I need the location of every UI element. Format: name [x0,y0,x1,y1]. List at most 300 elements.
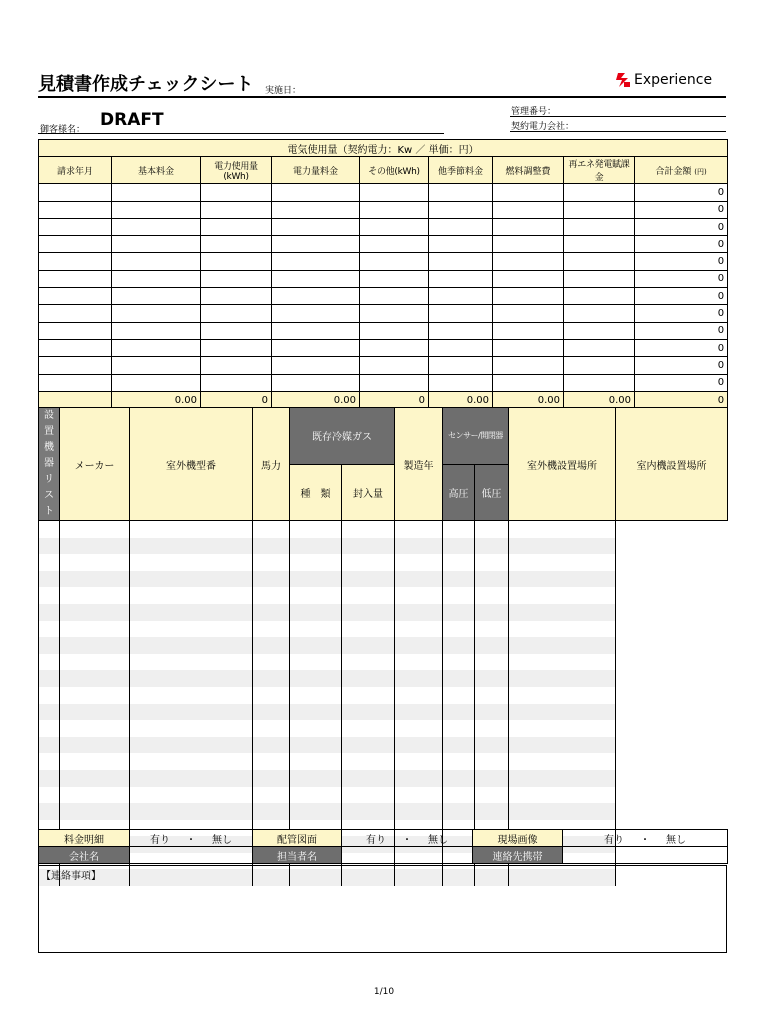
equipment-cell[interactable] [290,637,342,654]
equipment-cell[interactable] [290,521,342,538]
electricity-cell[interactable] [429,253,493,270]
electricity-cell[interactable] [272,288,360,305]
electricity-cell[interactable] [360,357,429,374]
rate-detail-options[interactable]: 有り ・ 無し [130,830,253,847]
equipment-cell[interactable] [253,571,290,588]
company-input[interactable] [130,847,253,864]
electricity-cell[interactable] [272,184,360,201]
equipment-cell[interactable] [130,737,253,754]
equipment-cell[interactable] [475,637,509,654]
electricity-cell[interactable] [201,339,272,356]
equipment-cell[interactable] [60,621,130,638]
electricity-cell[interactable] [429,357,493,374]
equipment-cell[interactable] [253,654,290,671]
equipment-cell[interactable] [342,720,395,737]
equipment-cell[interactable] [395,604,443,621]
equipment-cell[interactable] [395,521,443,538]
electricity-cell[interactable] [429,184,493,201]
electricity-cell[interactable] [112,339,201,356]
equipment-cell[interactable] [130,720,253,737]
total-amount-cell[interactable]: 0 [635,184,728,201]
electricity-cell[interactable] [493,184,564,201]
electricity-cell[interactable] [201,374,272,391]
equipment-cell[interactable] [39,621,60,638]
equipment-cell[interactable] [395,587,443,604]
equipment-cell[interactable] [290,687,342,704]
electricity-cell[interactable] [493,339,564,356]
equipment-cell[interactable] [253,670,290,687]
equipment-cell[interactable] [130,670,253,687]
electricity-cell[interactable] [429,305,493,322]
electricity-cell[interactable] [429,270,493,287]
equipment-cell[interactable] [443,554,475,571]
electricity-cell[interactable] [564,270,635,287]
total-amount-cell[interactable]: 0 [635,339,728,356]
equipment-cell[interactable] [395,787,443,804]
equipment-cell[interactable] [342,787,395,804]
electricity-cell[interactable] [39,270,112,287]
equipment-cell[interactable] [443,587,475,604]
equipment-cell[interactable] [39,637,60,654]
electricity-cell[interactable] [360,374,429,391]
equipment-cell[interactable] [509,753,616,770]
electricity-cell[interactable] [429,322,493,339]
electricity-cell[interactable] [112,270,201,287]
total-amount-cell[interactable]: 0 [635,305,728,322]
equipment-cell[interactable] [395,637,443,654]
site-image-options[interactable]: 有り ・ 無し [563,830,728,847]
total-amount-cell[interactable]: 0 [635,357,728,374]
equipment-cell[interactable] [130,753,253,770]
equipment-cell[interactable] [253,687,290,704]
equipment-cell[interactable] [509,803,616,820]
electricity-cell[interactable] [201,305,272,322]
equipment-cell[interactable] [342,737,395,754]
equipment-cell[interactable] [290,803,342,820]
equipment-cell[interactable] [509,787,616,804]
equipment-cell[interactable] [253,637,290,654]
equipment-cell[interactable] [253,753,290,770]
equipment-cell[interactable] [253,521,290,538]
equipment-cell[interactable] [130,704,253,721]
electricity-cell[interactable] [564,357,635,374]
electricity-cell[interactable] [360,270,429,287]
equipment-cell[interactable] [39,654,60,671]
equipment-cell[interactable] [60,770,130,787]
equipment-cell[interactable] [39,604,60,621]
equipment-cell[interactable] [39,521,60,538]
electricity-cell[interactable] [429,339,493,356]
equipment-cell[interactable] [443,538,475,555]
electricity-cell[interactable] [360,339,429,356]
equipment-cell[interactable] [130,621,253,638]
equipment-cell[interactable] [509,604,616,621]
equipment-cell[interactable] [342,621,395,638]
equipment-cell[interactable] [130,571,253,588]
equipment-cell[interactable] [509,720,616,737]
electricity-cell[interactable] [360,184,429,201]
electricity-cell[interactable] [360,218,429,235]
equipment-cell[interactable] [342,604,395,621]
electricity-cell[interactable] [112,288,201,305]
equipment-cell[interactable] [60,604,130,621]
equipment-cell[interactable] [253,538,290,555]
electricity-cell[interactable] [201,184,272,201]
total-amount-cell[interactable]: 0 [635,236,728,253]
electricity-cell[interactable] [360,201,429,218]
equipment-cell[interactable] [443,670,475,687]
equipment-cell[interactable] [253,770,290,787]
equipment-cell[interactable] [395,803,443,820]
electricity-cell[interactable] [272,357,360,374]
equipment-cell[interactable] [60,753,130,770]
equipment-cell[interactable] [60,538,130,555]
equipment-cell[interactable] [475,621,509,638]
total-amount-cell[interactable]: 0 [635,374,728,391]
equipment-cell[interactable] [509,770,616,787]
electricity-cell[interactable] [564,322,635,339]
equipment-cell[interactable] [509,587,616,604]
equipment-cell[interactable] [253,737,290,754]
equipment-cell[interactable] [39,670,60,687]
equipment-cell[interactable] [395,687,443,704]
equipment-cell[interactable] [443,654,475,671]
equipment-cell[interactable] [253,604,290,621]
equipment-cell[interactable] [130,803,253,820]
electricity-cell[interactable] [429,201,493,218]
electricity-cell[interactable] [493,253,564,270]
total-amount-cell[interactable]: 0 [635,218,728,235]
electricity-cell[interactable] [360,305,429,322]
equipment-cell[interactable] [342,554,395,571]
equipment-cell[interactable] [253,554,290,571]
equipment-cell[interactable] [475,571,509,588]
equipment-cell[interactable] [475,654,509,671]
equipment-cell[interactable] [130,770,253,787]
equipment-cell[interactable] [60,587,130,604]
person-input[interactable] [342,847,473,864]
equipment-cell[interactable] [395,621,443,638]
equipment-cell[interactable] [342,538,395,555]
electricity-cell[interactable] [564,288,635,305]
equipment-cell[interactable] [395,720,443,737]
equipment-cell[interactable] [60,787,130,804]
total-amount-cell[interactable]: 0 [635,322,728,339]
equipment-cell[interactable] [342,670,395,687]
total-amount-cell[interactable]: 0 [635,253,728,270]
equipment-cell[interactable] [39,687,60,704]
electricity-cell[interactable] [201,322,272,339]
electricity-cell[interactable] [272,218,360,235]
equipment-cell[interactable] [290,587,342,604]
equipment-cell[interactable] [60,803,130,820]
electricity-usage-table [38,139,728,409]
equipment-cell[interactable] [395,670,443,687]
equipment-cell[interactable] [39,737,60,754]
equipment-cell[interactable] [342,803,395,820]
equipment-cell[interactable] [443,521,475,538]
electricity-cell[interactable] [564,201,635,218]
equipment-cell[interactable] [443,704,475,721]
equipment-cell[interactable] [60,654,130,671]
equipment-cell[interactable] [443,621,475,638]
piping-options[interactable]: 有り ・ 無し [342,830,473,847]
equipment-cell[interactable] [475,587,509,604]
equipment-cell[interactable] [475,554,509,571]
equipment-cell[interactable] [290,654,342,671]
equipment-cell[interactable] [39,787,60,804]
electricity-cell[interactable] [493,357,564,374]
equipment-cell[interactable] [60,737,130,754]
electricity-cell[interactable] [564,339,635,356]
electricity-cell[interactable] [564,253,635,270]
electricity-cell[interactable] [39,253,112,270]
equipment-cell[interactable] [475,704,509,721]
electricity-cell[interactable] [272,253,360,270]
equipment-cell[interactable] [290,737,342,754]
equipment-cell[interactable] [290,670,342,687]
electricity-cell[interactable] [272,270,360,287]
electricity-cell[interactable] [112,357,201,374]
equipment-cell[interactable] [253,704,290,721]
electricity-cell[interactable] [493,374,564,391]
equipment-cell[interactable] [443,803,475,820]
electricity-cell[interactable] [493,322,564,339]
equipment-cell[interactable] [475,687,509,704]
electricity-cell[interactable] [493,218,564,235]
equipment-cell[interactable] [39,704,60,721]
equipment-cell[interactable] [509,637,616,654]
equipment-cell[interactable] [39,587,60,604]
electricity-cell[interactable] [360,253,429,270]
equipment-cell[interactable] [39,770,60,787]
equipment-cell[interactable] [253,720,290,737]
electricity-cell[interactable] [564,184,635,201]
electricity-cell[interactable] [272,236,360,253]
equipment-cell[interactable] [395,737,443,754]
equipment-cell[interactable] [290,720,342,737]
equipment-cell[interactable] [443,737,475,754]
electricity-cell[interactable] [112,374,201,391]
equipment-cell[interactable] [509,737,616,754]
contact-input[interactable] [563,847,728,864]
equipment-cell[interactable] [395,571,443,588]
electricity-cell[interactable] [201,201,272,218]
total-amount-cell[interactable]: 0 [635,201,728,218]
equipment-cell[interactable] [475,803,509,820]
electricity-cell[interactable] [564,236,635,253]
equipment-cell[interactable] [39,538,60,555]
equipment-cell[interactable] [290,554,342,571]
equipment-cell[interactable] [290,621,342,638]
electricity-cell[interactable] [493,288,564,305]
equipment-cell[interactable] [509,670,616,687]
equipment-cell[interactable] [509,521,616,538]
electricity-cell[interactable] [201,270,272,287]
equipment-cell[interactable] [509,571,616,588]
electricity-cell[interactable] [112,322,201,339]
equipment-cell[interactable] [342,770,395,787]
equipment-cell[interactable] [130,637,253,654]
equipment-cell[interactable] [39,571,60,588]
equipment-cell[interactable] [60,687,130,704]
equipment-cell[interactable] [342,571,395,588]
equipment-cell[interactable] [443,687,475,704]
equipment-cell[interactable] [509,654,616,671]
equipment-cell[interactable] [342,753,395,770]
equipment-cell[interactable] [509,704,616,721]
equipment-cell[interactable] [130,587,253,604]
equipment-cell[interactable] [342,521,395,538]
equipment-cell[interactable] [475,521,509,538]
electricity-cell[interactable] [493,305,564,322]
equipment-cell[interactable] [443,753,475,770]
equipment-cell[interactable] [443,604,475,621]
equipment-cell[interactable] [60,704,130,721]
equipment-cell[interactable] [290,753,342,770]
electricity-cell[interactable] [493,236,564,253]
equipment-cell[interactable] [290,571,342,588]
equipment-cell[interactable] [130,604,253,621]
customer-name[interactable]: DRAFT [100,110,164,130]
equipment-cell[interactable] [130,687,253,704]
electricity-cell[interactable] [493,270,564,287]
electricity-cell[interactable] [564,218,635,235]
electricity-cell[interactable] [429,288,493,305]
equipment-cell[interactable] [475,604,509,621]
equipment-cell[interactable] [130,521,253,538]
equipment-cell[interactable] [39,803,60,820]
electricity-cell[interactable] [39,322,112,339]
electricity-cell[interactable] [564,374,635,391]
equipment-cell[interactable] [60,554,130,571]
electricity-cell[interactable] [39,218,112,235]
electricity-cell[interactable] [39,288,112,305]
equipment-cell[interactable] [130,554,253,571]
equipment-cell[interactable] [475,737,509,754]
electricity-cell[interactable] [493,201,564,218]
electricity-cell[interactable] [272,339,360,356]
equipment-cell[interactable] [443,770,475,787]
equipment-cell[interactable] [475,538,509,555]
total-amount-cell[interactable]: 0 [635,270,728,287]
equipment-cell[interactable] [443,720,475,737]
equipment-cell[interactable] [443,571,475,588]
electricity-cell[interactable] [112,305,201,322]
electricity-cell[interactable] [112,253,201,270]
electricity-cell[interactable] [201,288,272,305]
equipment-cell[interactable] [290,787,342,804]
equipment-cell[interactable] [509,538,616,555]
notes-box[interactable] [38,865,727,953]
electricity-cell[interactable] [360,236,429,253]
equipment-cell[interactable] [60,637,130,654]
electricity-cell[interactable] [272,201,360,218]
electricity-cell[interactable] [201,236,272,253]
equipment-cell[interactable] [290,604,342,621]
equipment-cell[interactable] [395,554,443,571]
electricity-cell[interactable] [429,374,493,391]
equipment-row [39,604,728,621]
equipment-cell[interactable] [60,670,130,687]
equipment-cell[interactable] [39,554,60,571]
electricity-cell[interactable] [360,322,429,339]
equipment-cell[interactable] [130,654,253,671]
electricity-cell[interactable] [112,218,201,235]
total-amount-cell[interactable]: 0 [635,288,728,305]
electricity-cell[interactable] [429,218,493,235]
equipment-cell[interactable] [253,587,290,604]
equipment-cell[interactable] [130,538,253,555]
equipment-cell[interactable] [39,720,60,737]
electricity-cell[interactable] [429,236,493,253]
equipment-cell[interactable] [342,654,395,671]
equipment-cell[interactable] [395,654,443,671]
equipment-cell[interactable] [130,787,253,804]
equipment-cell[interactable] [395,704,443,721]
electricity-cell[interactable] [272,305,360,322]
col-energy-charge: 電力量料金 [272,157,360,184]
equipment-cell[interactable] [60,521,130,538]
equipment-cell[interactable] [395,753,443,770]
electricity-cell[interactable] [39,374,112,391]
equipment-cell[interactable] [475,670,509,687]
electricity-cell[interactable] [39,357,112,374]
equipment-cell[interactable] [395,538,443,555]
equipment-cell[interactable] [342,637,395,654]
equipment-cell[interactable] [342,687,395,704]
electricity-cell[interactable] [112,184,201,201]
electricity-cell[interactable] [201,218,272,235]
equipment-cell[interactable] [509,687,616,704]
equipment-cell[interactable] [39,753,60,770]
equipment-cell[interactable] [475,753,509,770]
equipment-cell[interactable] [475,720,509,737]
equipment-cell[interactable] [443,637,475,654]
electricity-cell[interactable] [112,201,201,218]
electricity-cell[interactable] [39,305,112,322]
electricity-cell[interactable] [272,374,360,391]
electricity-cell[interactable] [39,201,112,218]
electricity-cell[interactable] [360,288,429,305]
electricity-cell[interactable] [272,322,360,339]
equipment-cell[interactable] [290,538,342,555]
equipment-cell[interactable] [342,704,395,721]
equipment-cell[interactable] [443,787,475,804]
electricity-cell[interactable] [201,253,272,270]
electricity-cell[interactable] [201,357,272,374]
equipment-cell[interactable] [290,770,342,787]
equipment-cell[interactable] [60,571,130,588]
equipment-side-label [39,408,60,521]
equipment-cell[interactable] [475,787,509,804]
equipment-cell[interactable] [253,621,290,638]
equipment-cell[interactable] [395,770,443,787]
electricity-cell[interactable] [112,236,201,253]
equipment-cell[interactable] [290,704,342,721]
equipment-cell[interactable] [60,720,130,737]
electricity-cell[interactable] [39,236,112,253]
equipment-cell[interactable] [509,554,616,571]
equipment-cell[interactable] [253,787,290,804]
equipment-cell[interactable] [509,621,616,638]
equipment-cell[interactable] [253,803,290,820]
equipment-cell[interactable] [342,587,395,604]
electricity-cell[interactable] [39,339,112,356]
equipment-cell[interactable] [475,770,509,787]
electricity-cell[interactable] [564,305,635,322]
electricity-cell[interactable] [39,184,112,201]
